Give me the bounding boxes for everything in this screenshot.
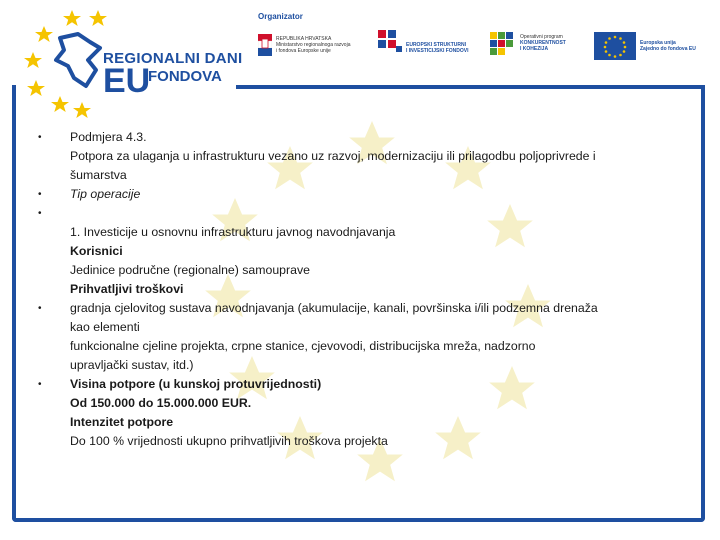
logo-title: REGIONALNI DANI [103,50,243,67]
bullet-icon: • [38,132,42,143]
star-icon [24,52,42,68]
bullet-icon: • [38,379,42,390]
spacer [70,204,678,223]
subheading: Tip operacije [70,187,141,201]
text-line: Do 100 % vrijednosti ukupno prihvatljivih troškova projekta [70,434,388,448]
text-line: šumarstva [70,168,127,182]
subheading: Prihvatljivi troškovi [70,282,184,296]
frame-left-border [12,85,16,125]
star-icon [27,80,45,96]
bullet-icon: • [38,189,42,200]
subheading: Podmjera 4.3. [70,130,147,144]
logo-eu: EU [103,62,151,100]
star-icon [89,10,107,26]
logo-subtitle: FONDOVA [148,68,222,85]
text-line: gradnja cjelovitog sustava navodnjavanja (akumulacije, kanali, površinska i/ili podzemna drenaža [70,301,598,315]
list-item [38,299,678,375]
croatia-flag-icon [258,34,272,56]
frame-top-border [236,85,705,89]
sponsor-esif: EUROPSKI STRUKTURNI I INVESTICIJSKI FONDOVI [406,42,469,54]
text-line: Potpora za ulaganja u infrastrukturu vezano uz razvoj, modernizaciju ili prilagodbu poljoprivrede i [70,149,596,163]
bullet-icon: • [38,208,42,219]
text-line: funkcionalne cjeline projekta, crpne stanice, cjevovodi, distribucijska mreža, nadzorno [70,339,536,353]
text-line: 1. Investicije u osnovnu infrastrukturu javnog navodnjavanja [70,225,396,239]
bullet-list [38,128,678,451]
sponsor-opkk: Operativni program KONKURENTNOST I KOHEZIJA [520,34,566,52]
text-line: upravljački sustav, itd.) [70,358,194,372]
list-item [38,128,678,185]
subheading: Visina potpore (u kunskoj protuvrijednosti) [70,377,322,391]
star-icon [51,96,69,112]
star-icon [35,26,53,42]
sponsor-eu: Europska unija Zajedno do fondova EU [640,40,696,52]
list-item [38,185,678,204]
subheading: Korisnici [70,244,123,258]
list-item [38,204,678,299]
text-line: Jedinice područne (regionalne) samouprave [70,263,310,277]
croatia-map-icon [56,34,100,86]
subheading: Intenzitet potpore [70,415,174,429]
opkk-logo-icon [490,32,516,56]
bullet-icon: • [38,303,42,314]
text-line: Od 150.000 do 15.000.000 EUR. [70,396,252,410]
sponsor-ministry: REPUBLIKA HRVATSKA Ministarstvo regionalnoga razvoja i fondova Europske unije [276,36,351,54]
eu-flag-icon [594,32,636,60]
text-line: kao elementi [70,320,140,334]
organizator-label: Organizator [258,12,303,21]
list-item [38,375,678,451]
star-icon [73,102,91,118]
esif-logo-icon [376,28,404,56]
star-icon [63,10,81,26]
